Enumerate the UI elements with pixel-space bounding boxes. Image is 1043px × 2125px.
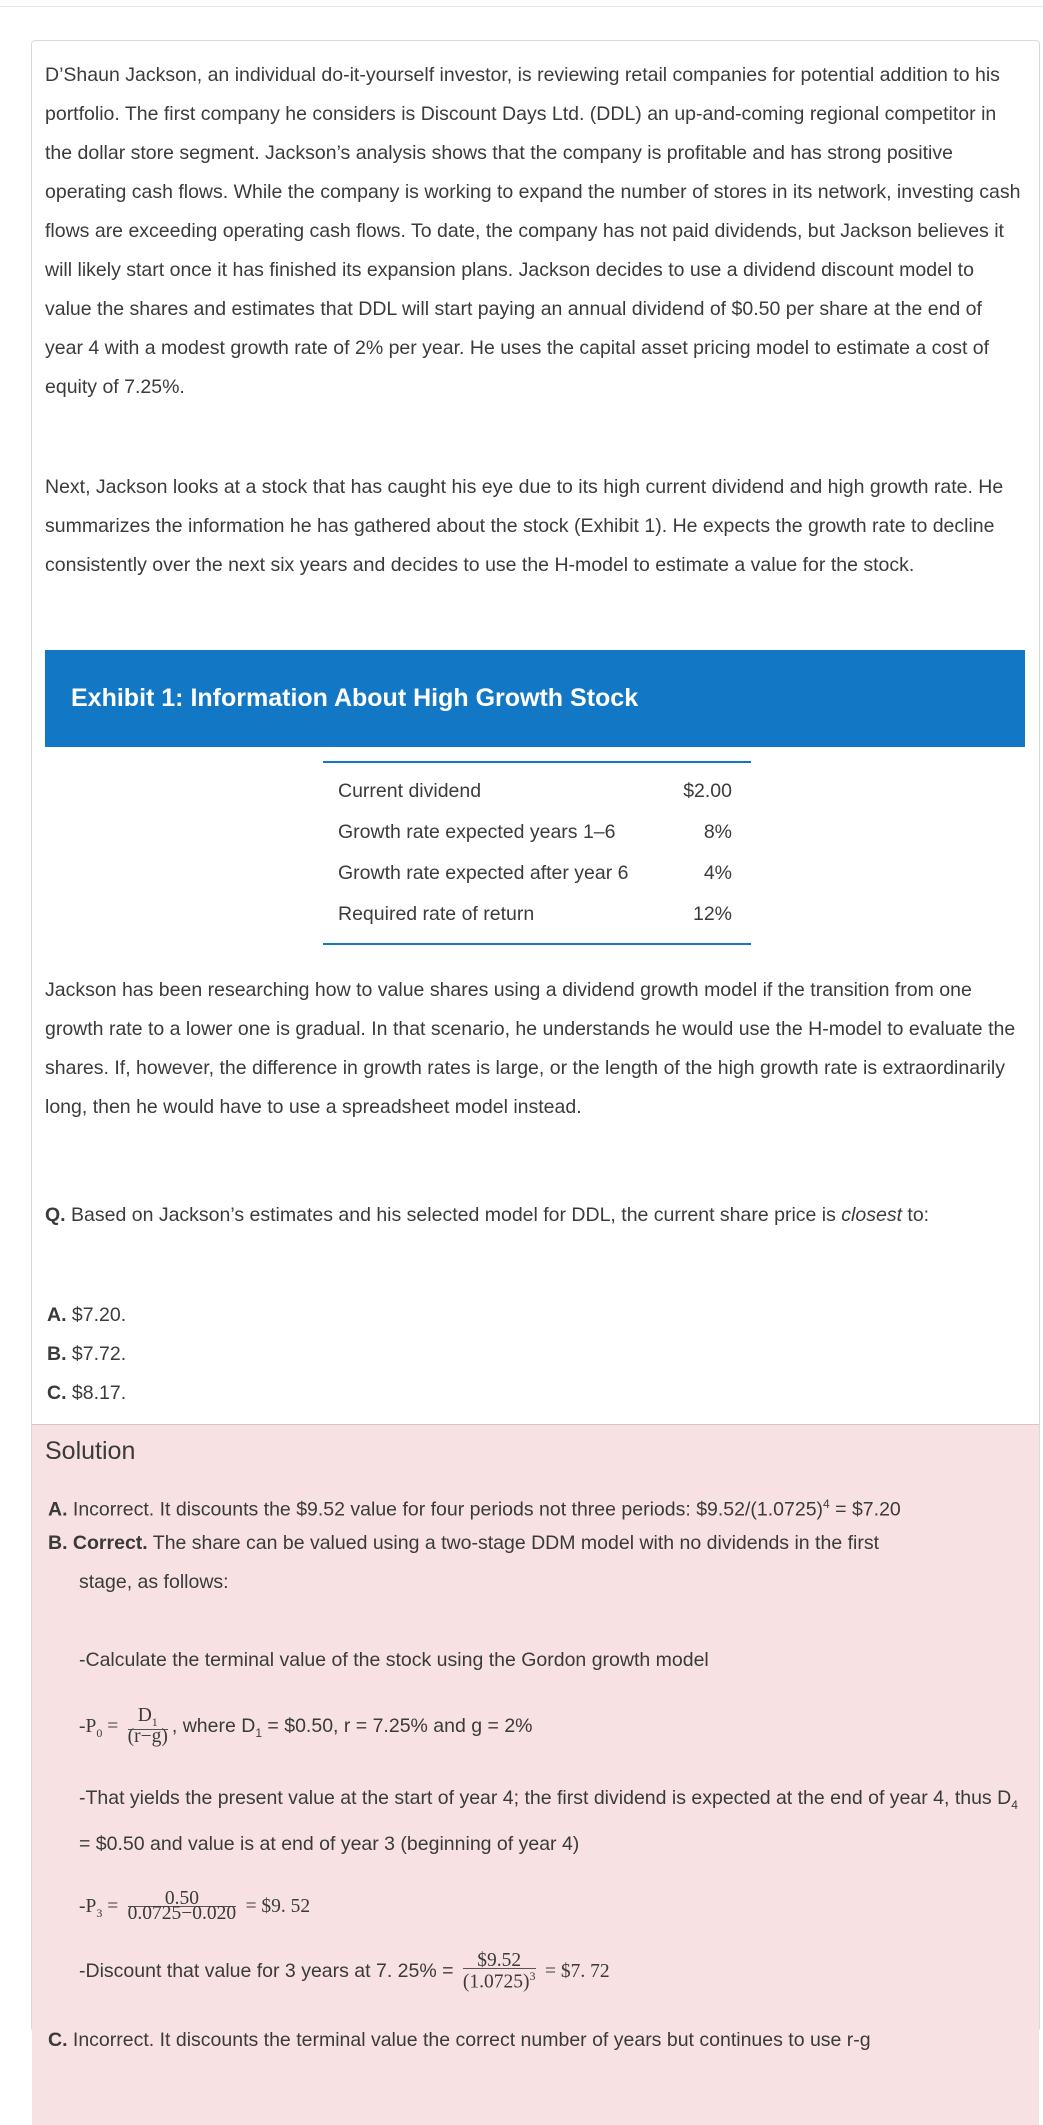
solution-b — [48, 1524, 1028, 1563]
formula-lhs: $-P_0$ = — [79, 1716, 119, 1740]
exhibit-table-top-rule — [323, 761, 751, 763]
solution-b-letter: B. — [48, 1532, 68, 1554]
solution-b-continued: stage, as follows: — [79, 1571, 229, 1593]
solution-a-tail: = $7.20 — [829, 1498, 901, 1521]
solution-c-text: Incorrect. It discounts the terminal value the correct number of years but continues to use r-g — [72, 2029, 871, 2051]
solution-title: Solution — [45, 1437, 136, 1465]
solution-b-text: The share can be valued using a two-stage DDM model with no dividends in the first — [152, 1532, 879, 1554]
choice-letter: A. — [47, 1304, 67, 1326]
exhibit-row-value: 8% — [703, 821, 732, 843]
solution-c — [48, 2021, 1028, 2060]
solution-step-p3-formula: $-P_3$ = $\frac{0.50}{0.0725-0.020}$ = $9. 52 — [79, 1888, 311, 1925]
exhibit-row-value: $2.00 — [683, 780, 732, 802]
choice-text: $7.72. — [71, 1343, 127, 1365]
exhibit-row-value: 12% — [692, 903, 732, 925]
exhibit-header — [45, 650, 1025, 747]
solution-step-present-value: -That yields the present value at the start of year 4; the first dividend is expected at the end of year 4, thus $D_4$ = $0.50 and value is at end of year 3 (beginning of year 4) — [79, 1787, 1018, 1855]
solution-c-letter: C. — [48, 2029, 68, 2051]
formula-fraction: $\frac{\$9.52}{(1.0725)^3}$ — [462, 1950, 536, 1993]
exhibit-title: Exhibit 1: Information About High Growth Stock — [71, 684, 639, 712]
choice-text: $8.17. — [71, 1382, 127, 1404]
solution-step-gordon-formula: $-P_0$ = $\frac{D_1}{(r-g)}$ , where $D_1$ = $0.50, r = 7.25% and g = 2% — [79, 1705, 533, 1748]
solution-a-exponent: 4 — [823, 1497, 830, 1511]
choice-b[interactable] — [47, 1335, 126, 1374]
solution-b-verdict: Correct. — [72, 1532, 148, 1554]
choice-c[interactable] — [47, 1374, 126, 1413]
question-card — [31, 40, 1040, 2051]
exhibit-row-label: Current dividend — [338, 780, 482, 802]
choice-a[interactable] — [47, 1296, 126, 1335]
top-divider — [0, 6, 1043, 7]
choice-text: $7.20. — [71, 1304, 127, 1326]
solution-panel — [32, 1424, 1039, 2125]
passage-paragraph-3: Jackson has been researching how to value shares using a dividend growth model if the transition from one growth rate to a lower one is gradual. In that scenario, he understands he would use the H-model to evaluate the shares. If, however, the difference in growth rates is large, or the length of the high growth rate is extraordinarily long, then he would have to use a spreadsheet model instead. — [45, 979, 1016, 1118]
exhibit-row-value: 4% — [703, 862, 732, 884]
formula-fraction: $\frac{D_1}{(r-g)}$ — [127, 1705, 168, 1748]
formula-fraction: $\frac{0.50}{0.0725-0.020}$ — [127, 1888, 237, 1925]
question-stem — [45, 1196, 1025, 1235]
answer-choices — [47, 1296, 126, 1413]
passage-paragraph-1: D’Shaun Jackson, an individual do-it-yourself investor, is reviewing retail companies for potential addition to his portfolio. The first company he considers is Discount Days Ltd. (DDL) an up-and-coming regional competitor in the dollar store segment. Jackson’s analysis shows that the company is profitable and has strong positive operating cash flows. While the company is working to expand the number of stores in its network, investing cash flows are exceeding operating cash flows. To date, the company has not paid dividends, but Jackson believes it will likely start once it has finished its expansion plans. Jackson decides to use a dividend discount model to value the shares and estimates that DDL will start paying an annual dividend of $0.50 per share at the end of year 4 with a modest growth rate of 2% per year. He uses the capital asset pricing model to estimate a cost of equity of 7.25%. — [45, 64, 1021, 398]
exhibit-row-label: Growth rate expected after year 6 — [338, 862, 629, 884]
choice-letter: C. — [47, 1382, 67, 1404]
solution-step-discount: -Discount that value for 3 years at 7. 25% = $\frac{\$9.52}{(1.0725)^3}$ = $7. 72 — [79, 1950, 610, 1993]
question-emphasis: closest — [841, 1204, 902, 1226]
solution-a — [48, 1485, 1028, 1530]
solution-step-terminal-value: -Calculate the terminal value of the stock using the Gordon growth model — [79, 1649, 709, 1671]
passage-paragraph-2: Next, Jackson looks at a stock that has caught his eye due to its high current dividend and high growth rate. He summarizes the information he has gathered about the stock (Exhibit 1). He expects the growth rate to decline consistently over the next six years and decides to use the H-model to estimate a value for the stock. — [45, 476, 1004, 576]
choice-letter: B. — [47, 1343, 67, 1365]
solution-a-letter: A. — [48, 1498, 68, 1521]
exhibit-row-label: Required rate of return — [338, 903, 535, 925]
solution-a-text: Incorrect. It discounts the $9.52 value for four periods not three periods: $9.52/(1.0725) — [72, 1498, 824, 1521]
question-text: Based on Jackson’s estimates and his selected model for DDL, the current share price is — [71, 1204, 836, 1226]
question-suffix: to: — [907, 1204, 930, 1226]
exhibit-row-label: Growth rate expected years 1–6 — [338, 821, 616, 843]
question-prefix: Q. — [45, 1204, 66, 1226]
exhibit-table-bottom-rule — [323, 943, 751, 945]
